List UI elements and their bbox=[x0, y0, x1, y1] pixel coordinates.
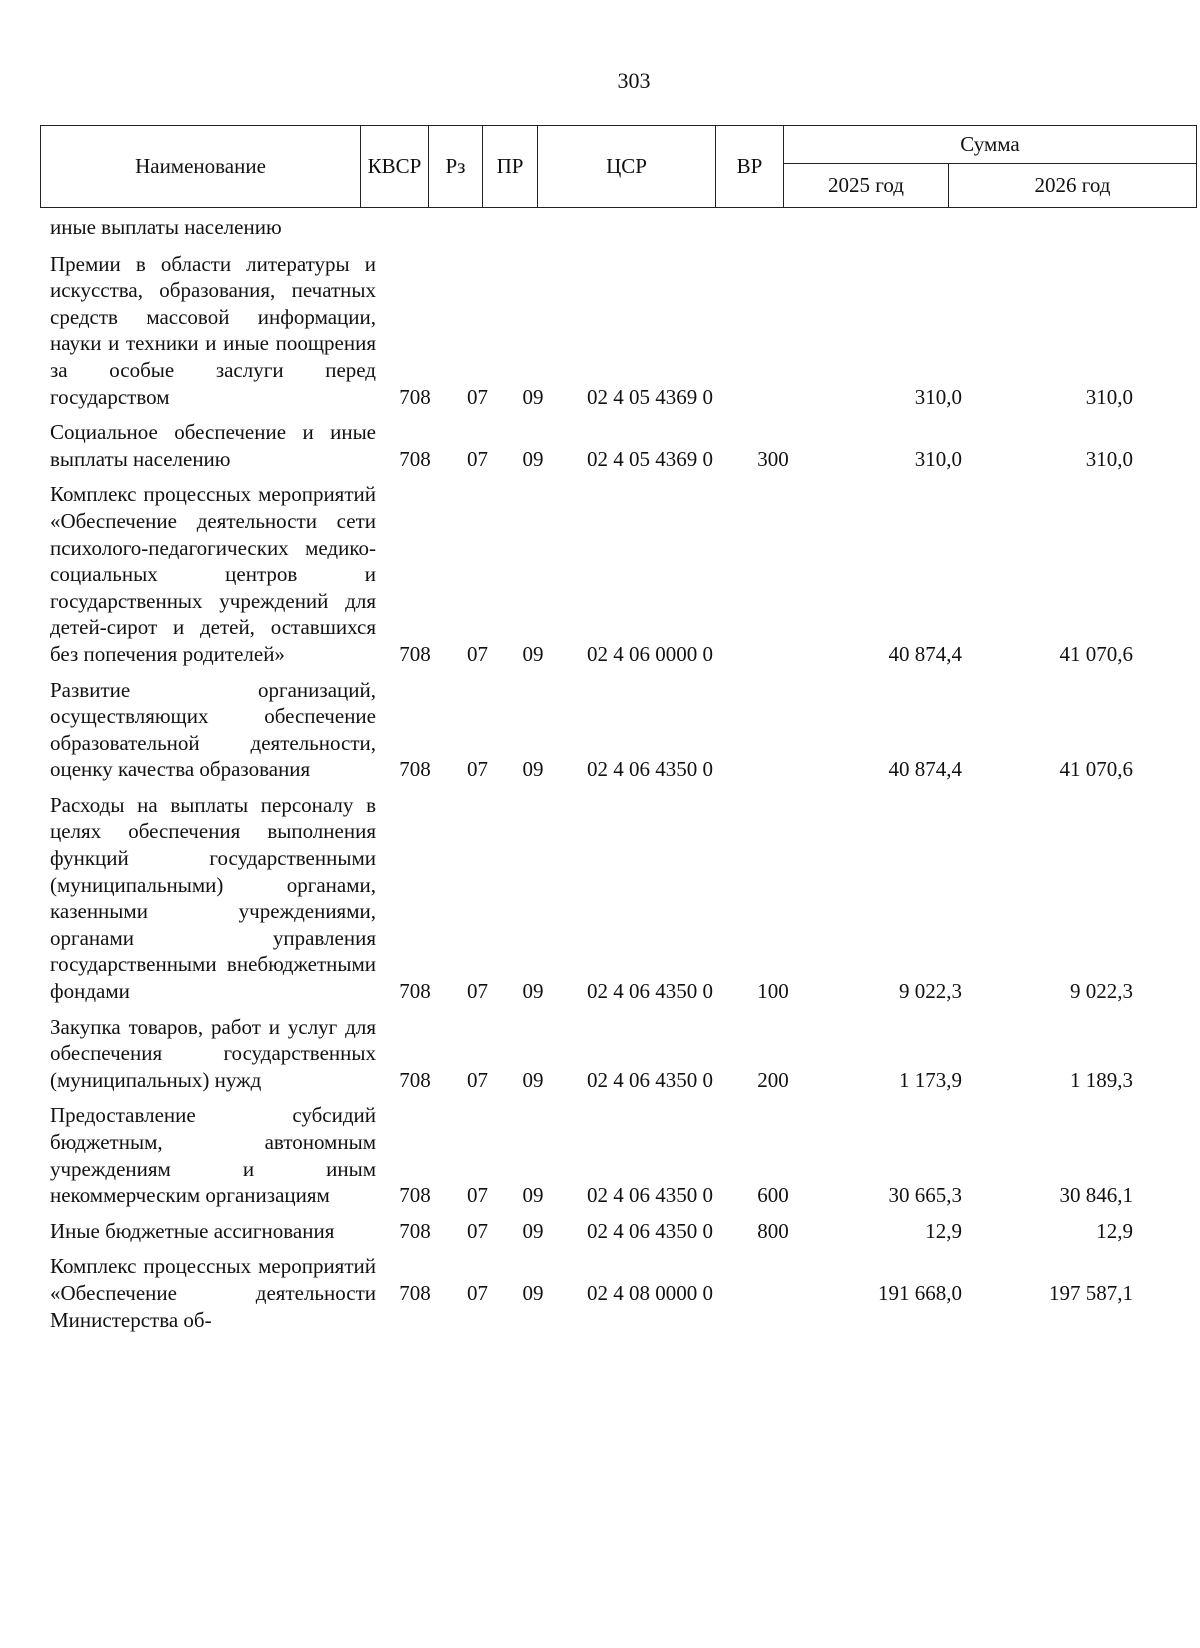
row-name: Премии в области литературы и искусства, образования, печатных средств массовой информации, науки и техники и иные поощрения за особые заслуги перед государством bbox=[50, 251, 376, 409]
row-name: Комплекс процессных мероприятий «Обеспечение деятельности Министерства об- bbox=[50, 1254, 376, 1332]
table-row bbox=[40, 214, 1200, 241]
row-name: Расходы на выплаты персоналу в целях обеспечения выполнения функций государственными (муниципальными) органами, казенными учреждениями, органами управления государственными внебюджетными фондами bbox=[50, 792, 376, 1004]
row-pr: 09 bbox=[522, 446, 544, 471]
row-sum-2026: 30 846,1 bbox=[1059, 1183, 1133, 1208]
header-rz: Рз bbox=[429, 126, 483, 208]
row-csr: 02 4 06 0000 0 bbox=[587, 641, 713, 666]
row-sum-2025: 9 022,3 bbox=[899, 979, 962, 1004]
row-pr: 09 bbox=[522, 979, 544, 1004]
table-row bbox=[40, 481, 1200, 667]
row-sum-2025: 310,0 bbox=[914, 384, 962, 409]
row-csr: 02 4 05 4369 0 bbox=[587, 384, 713, 409]
row-rz: 07 bbox=[467, 1183, 488, 1208]
row-sum-2026: 12,9 bbox=[1096, 1218, 1133, 1243]
row-rz: 07 bbox=[467, 1280, 488, 1305]
row-sum-2025: 310,0 bbox=[914, 446, 962, 471]
row-sum-2026: 1 189,3 bbox=[1070, 1067, 1133, 1092]
header-name: Наименование bbox=[41, 126, 361, 208]
row-vr: 300 bbox=[757, 446, 789, 471]
row-sum-2026: 310,0 bbox=[1085, 446, 1133, 471]
row-pr: 09 bbox=[522, 1280, 544, 1305]
row-rz: 07 bbox=[467, 1067, 488, 1092]
table-row bbox=[40, 1218, 1200, 1245]
row-kvsr: 708 bbox=[399, 1183, 431, 1208]
table-row bbox=[40, 251, 1200, 411]
row-sum-2025: 1 173,9 bbox=[899, 1067, 962, 1092]
row-vr: 600 bbox=[757, 1183, 789, 1208]
table-body bbox=[40, 214, 1200, 1342]
row-rz: 07 bbox=[467, 446, 488, 471]
row-name: Предоставление субсидий бюджетным, автономным учреждениям и иным некоммерческим организациям bbox=[50, 1103, 376, 1208]
table-header bbox=[40, 125, 1197, 208]
row-csr: 02 4 06 4350 0 bbox=[587, 757, 713, 782]
row-kvsr: 708 bbox=[399, 1218, 431, 1243]
row-sum-2025: 12,9 bbox=[925, 1218, 962, 1243]
row-csr: 02 4 08 0000 0 bbox=[587, 1280, 713, 1305]
row-name: иные выплаты населению bbox=[50, 215, 282, 239]
row-vr: 800 bbox=[757, 1218, 789, 1243]
row-csr: 02 4 05 4369 0 bbox=[587, 446, 713, 471]
row-pr: 09 bbox=[522, 1067, 544, 1092]
row-sum-2026: 9 022,3 bbox=[1070, 979, 1133, 1004]
row-kvsr: 708 bbox=[399, 757, 431, 782]
row-pr: 09 bbox=[522, 384, 544, 409]
header-year-2025: 2025 год bbox=[784, 164, 949, 208]
row-rz: 07 bbox=[467, 979, 488, 1004]
table-row bbox=[40, 1253, 1200, 1333]
row-kvsr: 708 bbox=[399, 641, 431, 666]
table-row bbox=[40, 419, 1200, 472]
row-rz: 07 bbox=[467, 1218, 488, 1243]
row-kvsr: 708 bbox=[399, 1067, 431, 1092]
header-csr: ЦСР bbox=[538, 126, 716, 208]
row-name: Иные бюджетные ассигнования bbox=[50, 1218, 335, 1243]
table-row bbox=[40, 792, 1200, 1005]
header-kvsr: КВСР bbox=[361, 126, 429, 208]
row-name: Развитие организаций, осуществляющих обеспечение образовательной деятельности, оценку качества образования bbox=[50, 677, 376, 782]
header-pr: ПР bbox=[483, 126, 538, 208]
row-name: Закупка товаров, работ и услуг для обеспечения государственных (муниципальных) нужд bbox=[50, 1014, 376, 1092]
row-sum-2025: 40 874,4 bbox=[888, 641, 962, 666]
row-vr: 100 bbox=[757, 979, 789, 1004]
row-pr: 09 bbox=[522, 1183, 544, 1208]
row-sum-2026: 197 587,1 bbox=[1049, 1280, 1133, 1305]
table-row bbox=[40, 1014, 1200, 1094]
row-pr: 09 bbox=[522, 757, 544, 782]
row-name: Комплекс процессных мероприятий «Обеспечение деятельности сети психолого-педагогических медико-социальных центров и государственных учреждений для детей-сирот и детей, оставшихся без попечения родителей» bbox=[50, 482, 376, 666]
row-csr: 02 4 06 4350 0 bbox=[587, 1218, 713, 1243]
table-row bbox=[40, 677, 1200, 783]
row-kvsr: 708 bbox=[399, 384, 431, 409]
row-kvsr: 708 bbox=[399, 446, 431, 471]
row-sum-2026: 41 070,6 bbox=[1059, 757, 1133, 782]
row-pr: 09 bbox=[522, 1218, 544, 1243]
header-vr: ВР bbox=[716, 126, 784, 208]
row-csr: 02 4 06 4350 0 bbox=[587, 1067, 713, 1092]
row-vr: 200 bbox=[757, 1067, 789, 1092]
table-row bbox=[40, 1102, 1200, 1208]
header-sum: Сумма bbox=[784, 126, 1197, 164]
row-rz: 07 bbox=[467, 641, 488, 666]
row-sum-2025: 30 665,3 bbox=[888, 1183, 962, 1208]
row-rz: 07 bbox=[467, 384, 488, 409]
row-sum-2025: 191 668,0 bbox=[878, 1280, 962, 1305]
row-sum-2026: 41 070,6 bbox=[1059, 641, 1133, 666]
row-pr: 09 bbox=[522, 641, 544, 666]
row-rz: 07 bbox=[467, 757, 488, 782]
row-sum-2025: 40 874,4 bbox=[888, 757, 962, 782]
row-name: Социальное обеспечение и иные выплаты населению bbox=[50, 420, 376, 471]
row-kvsr: 708 bbox=[399, 1280, 431, 1305]
page-number: 303 bbox=[617, 68, 651, 93]
row-sum-2026: 310,0 bbox=[1085, 384, 1133, 409]
row-csr: 02 4 06 4350 0 bbox=[587, 979, 713, 1004]
row-kvsr: 708 bbox=[399, 979, 431, 1004]
row-csr: 02 4 06 4350 0 bbox=[587, 1183, 713, 1208]
header-year-2026: 2026 год bbox=[949, 164, 1197, 208]
